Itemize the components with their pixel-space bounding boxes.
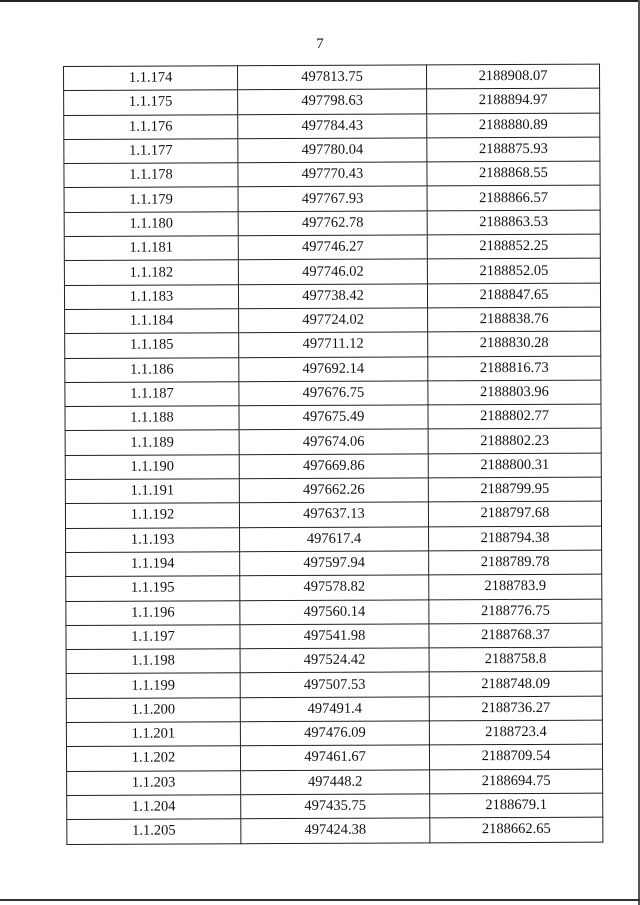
table-row (66, 574, 602, 601)
table-row (67, 793, 603, 820)
table-row (66, 550, 602, 577)
x-coordinate-cell: 497662.26 (239, 478, 428, 503)
table-row (66, 696, 602, 723)
table-row (65, 477, 601, 504)
point-id-cell: 1.1.182 (64, 260, 238, 285)
point-id-cell: 1.1.197 (66, 625, 240, 650)
y-coordinate-cell: 2188789.78 (429, 550, 602, 575)
x-coordinate-cell: 497746.27 (238, 235, 427, 260)
table-row (65, 380, 601, 407)
point-id-cell: 1.1.189 (65, 430, 239, 455)
y-coordinate-cell: 2188802.77 (428, 404, 601, 429)
point-id-cell: 1.1.204 (67, 795, 241, 820)
x-coordinate-cell: 497767.93 (238, 186, 427, 211)
point-id-cell: 1.1.198 (66, 649, 240, 674)
scan-bottom-border (0, 899, 640, 901)
x-coordinate-cell: 497780.04 (238, 138, 427, 163)
table-row (67, 817, 603, 844)
point-id-cell: 1.1.188 (65, 406, 239, 431)
x-coordinate-cell: 497448.2 (241, 770, 430, 795)
x-coordinate-cell: 497560.14 (240, 599, 429, 624)
point-id-cell: 1.1.180 (64, 212, 238, 237)
y-coordinate-cell: 2188709.54 (429, 744, 602, 769)
y-coordinate-cell: 2188758.8 (429, 647, 602, 672)
x-coordinate-cell: 497692.14 (239, 356, 428, 381)
point-id-cell: 1.1.199 (66, 673, 240, 698)
x-coordinate-cell: 497524.42 (240, 648, 429, 673)
x-coordinate-cell: 497770.43 (238, 162, 427, 187)
y-coordinate-cell: 2188894.97 (427, 88, 600, 113)
y-coordinate-cell: 2188852.05 (427, 259, 600, 284)
table-row (64, 210, 600, 237)
x-coordinate-cell: 497724.02 (239, 308, 428, 333)
point-id-cell: 1.1.175 (64, 90, 238, 115)
x-coordinate-cell: 497675.49 (239, 405, 428, 430)
table-row (65, 331, 601, 358)
table-row (64, 161, 600, 188)
table-row (65, 307, 601, 334)
coordinates-table (63, 64, 603, 845)
y-coordinate-cell: 2188866.57 (427, 186, 600, 211)
x-coordinate-cell: 497784.43 (238, 114, 427, 139)
y-coordinate-cell: 2188838.76 (428, 307, 601, 332)
point-id-cell: 1.1.183 (64, 284, 238, 309)
point-id-cell: 1.1.174 (64, 66, 238, 91)
y-coordinate-cell: 2188868.55 (427, 161, 600, 186)
table-row (66, 526, 602, 553)
x-coordinate-cell: 497738.42 (238, 284, 427, 309)
y-coordinate-cell: 2188662.65 (430, 817, 603, 842)
y-coordinate-cell: 2188776.75 (429, 599, 602, 624)
table-row (64, 113, 600, 140)
y-coordinate-cell: 2188736.27 (429, 696, 602, 721)
point-id-cell: 1.1.179 (64, 187, 238, 212)
table-row (64, 234, 600, 261)
y-coordinate-cell: 2188797.68 (428, 501, 601, 526)
x-coordinate-cell: 497597.94 (240, 551, 429, 576)
x-coordinate-cell: 497491.4 (240, 697, 429, 722)
table-row (65, 404, 601, 431)
y-coordinate-cell: 2188880.89 (427, 113, 600, 138)
table-row (66, 720, 602, 747)
y-coordinate-cell: 2188723.4 (429, 720, 602, 745)
y-coordinate-cell: 2188863.53 (427, 210, 600, 235)
y-coordinate-cell: 2188800.31 (428, 453, 601, 478)
table-row (64, 283, 600, 310)
point-id-cell: 1.1.176 (64, 114, 238, 139)
table-row (66, 623, 602, 650)
point-id-cell: 1.1.202 (66, 746, 240, 771)
y-coordinate-cell: 2188908.07 (426, 64, 599, 89)
point-id-cell: 1.1.195 (66, 576, 240, 601)
table-row (64, 259, 600, 286)
point-id-cell: 1.1.203 (67, 770, 241, 795)
point-id-cell: 1.1.181 (64, 236, 238, 261)
y-coordinate-cell: 2188783.9 (429, 574, 602, 599)
y-coordinate-cell: 2188794.38 (429, 526, 602, 551)
y-coordinate-cell: 2188694.75 (430, 769, 603, 794)
x-coordinate-cell: 497798.63 (238, 89, 427, 114)
point-id-cell: 1.1.178 (64, 163, 238, 188)
table-row (64, 137, 600, 164)
page-number: 7 (316, 36, 324, 52)
x-coordinate-cell: 497461.67 (240, 745, 429, 770)
x-coordinate-cell: 497476.09 (240, 721, 429, 746)
x-coordinate-cell: 497424.38 (241, 818, 430, 843)
table-row (65, 429, 601, 456)
y-coordinate-cell: 2188799.95 (428, 477, 601, 502)
table-row (66, 599, 602, 626)
table-row (64, 64, 600, 91)
table-row (64, 88, 600, 115)
y-coordinate-cell: 2188852.25 (427, 234, 600, 259)
point-id-cell: 1.1.187 (65, 382, 239, 407)
x-coordinate-cell: 497637.13 (239, 502, 428, 527)
point-id-cell: 1.1.191 (65, 479, 239, 504)
x-coordinate-cell: 497674.06 (239, 429, 428, 454)
y-coordinate-cell: 2188847.65 (427, 283, 600, 308)
point-id-cell: 1.1.190 (65, 454, 239, 479)
y-coordinate-cell: 2188803.96 (428, 380, 601, 405)
table-row (65, 453, 601, 480)
table-row (67, 769, 603, 796)
table-row (65, 501, 601, 528)
point-id-cell: 1.1.200 (66, 697, 240, 722)
point-id-cell: 1.1.177 (64, 139, 238, 164)
point-id-cell: 1.1.185 (65, 333, 239, 358)
x-coordinate-cell: 497669.86 (239, 454, 428, 479)
scan-top-border (0, 0, 640, 2)
point-id-cell: 1.1.196 (66, 600, 240, 625)
x-coordinate-cell: 497507.53 (240, 672, 429, 697)
x-coordinate-cell: 497676.75 (239, 381, 428, 406)
x-coordinate-cell: 497541.98 (240, 624, 429, 649)
point-id-cell: 1.1.193 (66, 527, 240, 552)
y-coordinate-cell: 2188830.28 (428, 331, 601, 356)
point-id-cell: 1.1.186 (65, 357, 239, 382)
table-row (66, 672, 602, 699)
point-id-cell: 1.1.194 (66, 552, 240, 577)
y-coordinate-cell: 2188802.23 (428, 429, 601, 454)
coordinates-table-body (64, 64, 603, 844)
table-row (65, 356, 601, 383)
point-id-cell: 1.1.192 (65, 503, 239, 528)
point-id-cell: 1.1.205 (67, 819, 241, 844)
x-coordinate-cell: 497435.75 (241, 794, 430, 819)
x-coordinate-cell: 497711.12 (239, 332, 428, 357)
x-coordinate-cell: 497578.82 (240, 575, 429, 600)
table-row (66, 744, 602, 771)
point-id-cell: 1.1.201 (66, 722, 240, 747)
x-coordinate-cell: 497617.4 (240, 527, 429, 552)
y-coordinate-cell: 2188679.1 (430, 793, 603, 818)
x-coordinate-cell: 497762.78 (238, 211, 427, 236)
table-row (64, 186, 600, 213)
table-row (66, 647, 602, 674)
y-coordinate-cell: 2188768.37 (429, 623, 602, 648)
y-coordinate-cell: 2188816.73 (428, 356, 601, 381)
x-coordinate-cell: 497746.02 (238, 259, 427, 284)
x-coordinate-cell: 497813.75 (238, 65, 427, 90)
point-id-cell: 1.1.184 (65, 309, 239, 334)
y-coordinate-cell: 2188748.09 (429, 672, 602, 697)
y-coordinate-cell: 2188875.93 (427, 137, 600, 162)
